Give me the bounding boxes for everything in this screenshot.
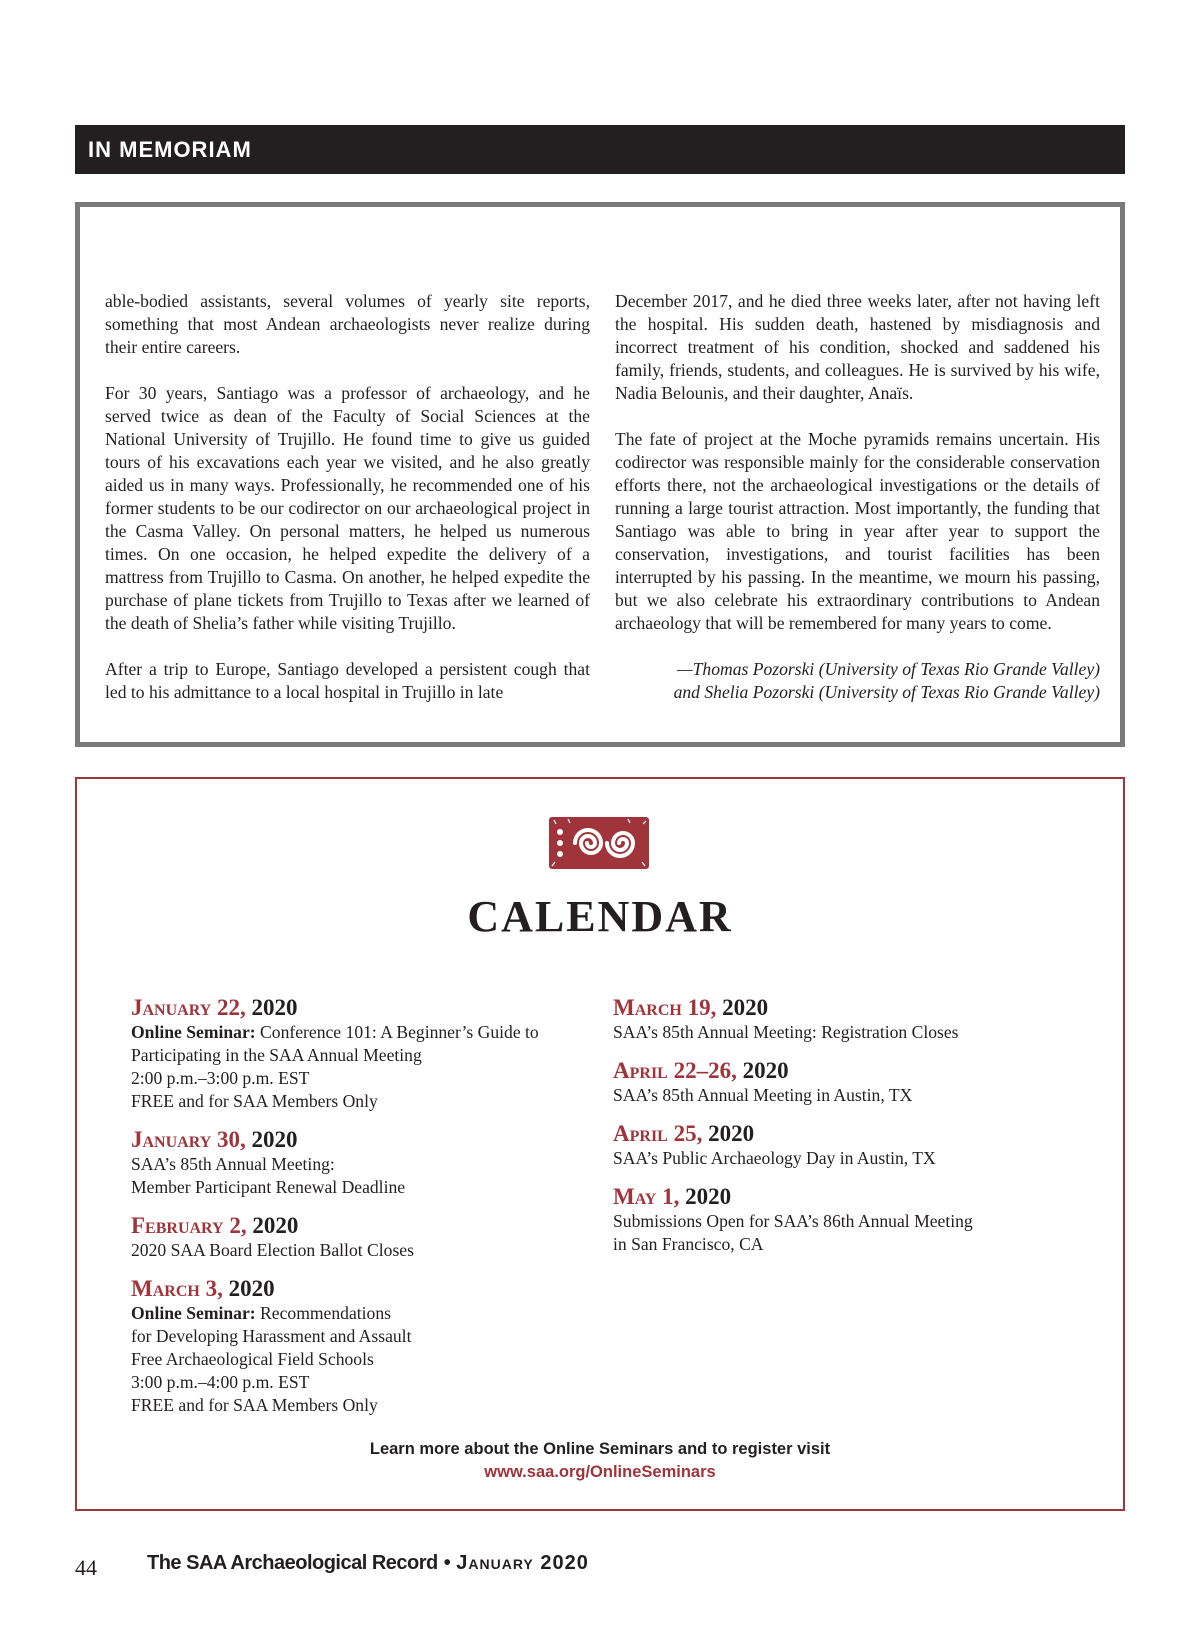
event-year: 2020	[251, 1127, 298, 1152]
event-date	[613, 994, 1073, 1021]
online-seminars-link[interactable]: www.saa.org/OnlineSeminars	[484, 1463, 716, 1481]
journal-title: The SAA Archaeological Record	[147, 1552, 438, 1574]
article-left-column	[105, 290, 590, 727]
event-date	[131, 1212, 591, 1239]
event-text: SAA’s 85th Annual Meeting:	[131, 1154, 335, 1174]
calendar-footer	[77, 1438, 1123, 1484]
event-text: FREE and for SAA Members Only	[131, 1395, 378, 1415]
event-text: SAA’s Public Archaeology Day in Austin, TX	[613, 1148, 936, 1168]
event-date	[613, 1183, 1073, 1210]
event-description-line	[131, 1371, 591, 1394]
article-paragraph: After a trip to Europe, Santiago developed a persistent cough that led to his admittance to a local hospital in Trujillo in late	[105, 659, 590, 702]
event-month-day: February 2,	[131, 1213, 247, 1238]
section-header: IN MEMORIAM	[75, 125, 1125, 174]
event-year: 2020	[722, 995, 769, 1020]
event-description-line	[131, 1325, 591, 1348]
calendar-event	[613, 994, 1073, 1044]
event-year: 2020	[228, 1276, 275, 1301]
article-paragraph: The fate of project at the Moche pyramids remains uncertain. His codirector was responsible mainly for the considerable conservation efforts there, not the archaeological investigations or the details of running a large tourist attraction. Most importantly, the funding that Santiago was able to bring in year after year to support the conservation, investigations, and tourist facilities has been interrupted by his passing. In the meantime, we mourn his passing, but we also celebrate his extraordinary contributions to Andean archaeology that will be remembered for many years to come.	[615, 429, 1100, 633]
event-text: 2:00 p.m.–3:00 p.m. EST	[131, 1068, 310, 1088]
event-type-label: Online Seminar:	[131, 1022, 256, 1042]
event-text: Member Participant Renewal Deadline	[131, 1177, 406, 1197]
event-description-line	[131, 1239, 591, 1262]
event-month-day: January 30,	[131, 1127, 246, 1152]
event-description-line	[613, 1084, 1073, 1107]
calendar-footer-text: Learn more about the Online Seminars and to register visit	[369, 1440, 831, 1458]
journal-name	[147, 1552, 589, 1575]
event-description-line	[613, 1147, 1073, 1170]
calendar-event	[131, 1212, 591, 1262]
event-description-line	[131, 1021, 591, 1044]
event-month-day: April 22–26,	[613, 1058, 737, 1083]
calendar-event	[131, 994, 591, 1113]
article-paragraph: able-bodied assistants, several volumes of yearly site reports, something that most Andean archaeologists never realize during their entire careers.	[105, 291, 590, 357]
event-description-line	[131, 1302, 591, 1325]
calendar-title: CALENDAR	[467, 892, 733, 941]
event-description-line	[131, 1044, 591, 1067]
event-text: Participating in the SAA Annual Meeting	[131, 1045, 422, 1065]
event-text: 3:00 p.m.–4:00 p.m. EST	[131, 1372, 310, 1392]
event-year: 2020	[685, 1184, 732, 1209]
event-description-line	[131, 1067, 591, 1090]
event-month-day: March 3,	[131, 1276, 223, 1301]
event-type-label: Online Seminar:	[131, 1303, 256, 1323]
event-text: for Developing Harassment and Assault	[131, 1326, 412, 1346]
event-month-day: April 25,	[613, 1121, 703, 1146]
article-paragraph: December 2017, and he died three weeks later, after not having left the hospital. His sudden death, hastened by misdiagnosis and incorrect treatment of his condition, shocked and saddened his family, friends, students, and colleagues. He is survived by his wife, Nadia Belounis, and their daughter, Anaïs.	[615, 291, 1100, 403]
spiral-glyph-icon	[548, 816, 650, 870]
author-signature	[615, 658, 1100, 704]
event-date	[613, 1057, 1073, 1084]
calendar-event	[131, 1126, 591, 1199]
calendar-box	[75, 777, 1125, 1511]
event-description-line	[131, 1176, 591, 1199]
memoriam-article-box	[75, 202, 1125, 747]
event-date	[131, 1275, 591, 1302]
article-right-column	[615, 290, 1100, 704]
event-text: in San Francisco, CA	[613, 1234, 764, 1254]
calendar-event	[131, 1275, 591, 1417]
event-month-day: January 22,	[131, 995, 246, 1020]
event-month-day: March 19,	[613, 995, 717, 1020]
event-description-line	[131, 1394, 591, 1417]
calendar-event	[613, 1057, 1073, 1107]
calendar-right-column	[613, 994, 1073, 1269]
event-text: FREE and for SAA Members Only	[131, 1091, 378, 1111]
event-text: SAA’s 85th Annual Meeting in Austin, TX	[613, 1085, 913, 1105]
signature-line: —Thomas Pozorski (University of Texas Rio Grande Valley)	[676, 659, 1100, 679]
event-description-line	[131, 1090, 591, 1113]
event-description-line	[613, 1210, 1073, 1233]
event-date	[131, 994, 591, 1021]
event-description-line	[613, 1233, 1073, 1256]
event-text: Submissions Open for SAA’s 86th Annual Meeting	[613, 1211, 973, 1231]
article-paragraph: For 30 years, Santiago was a professor of archaeology, and he served twice as dean of the Faculty of Social Sciences at the National University of Trujillo. He found time to give us guided tours of his excavations each year we visited, and he also greatly aided us in many ways. Professionally, he recommended one of his former students to be our codirector on our archaeological project in the Casma Valley. On personal matters, he helped us numerous times. On one occasion, he helped expedite the delivery of a mattress from Trujillo to Casma. On another, he helped expedite the purchase of plane tickets from Trujillo to Texas after we learned of the death of Shelia’s father while visiting Trujillo.	[105, 383, 590, 633]
issue-date: January 2020	[456, 1552, 589, 1574]
event-date	[613, 1120, 1073, 1147]
event-description-line	[613, 1021, 1073, 1044]
calendar-event	[613, 1183, 1073, 1256]
event-description-line	[131, 1348, 591, 1371]
footer-bullet: •	[443, 1552, 451, 1574]
event-text: 2020 SAA Board Election Ballot Closes	[131, 1240, 414, 1260]
calendar-event	[613, 1120, 1073, 1170]
event-text: Recommendations	[255, 1303, 391, 1323]
event-year: 2020	[742, 1058, 789, 1083]
calendar-left-column	[131, 994, 591, 1430]
event-year: 2020	[251, 995, 298, 1020]
event-month-day: May 1,	[613, 1184, 680, 1209]
event-year: 2020	[252, 1213, 299, 1238]
event-text: SAA’s 85th Annual Meeting: Registration Closes	[613, 1022, 959, 1042]
page-number: 44	[75, 1555, 97, 1580]
event-year: 2020	[708, 1121, 755, 1146]
signature-line: and Shelia Pozorski (University of Texas Rio Grande Valley)	[673, 682, 1100, 702]
event-text: Free Archaeological Field Schools	[131, 1349, 374, 1369]
event-date	[131, 1126, 591, 1153]
event-text: Conference 101: A Beginner’s Guide to	[255, 1022, 539, 1042]
event-description-line	[131, 1153, 591, 1176]
